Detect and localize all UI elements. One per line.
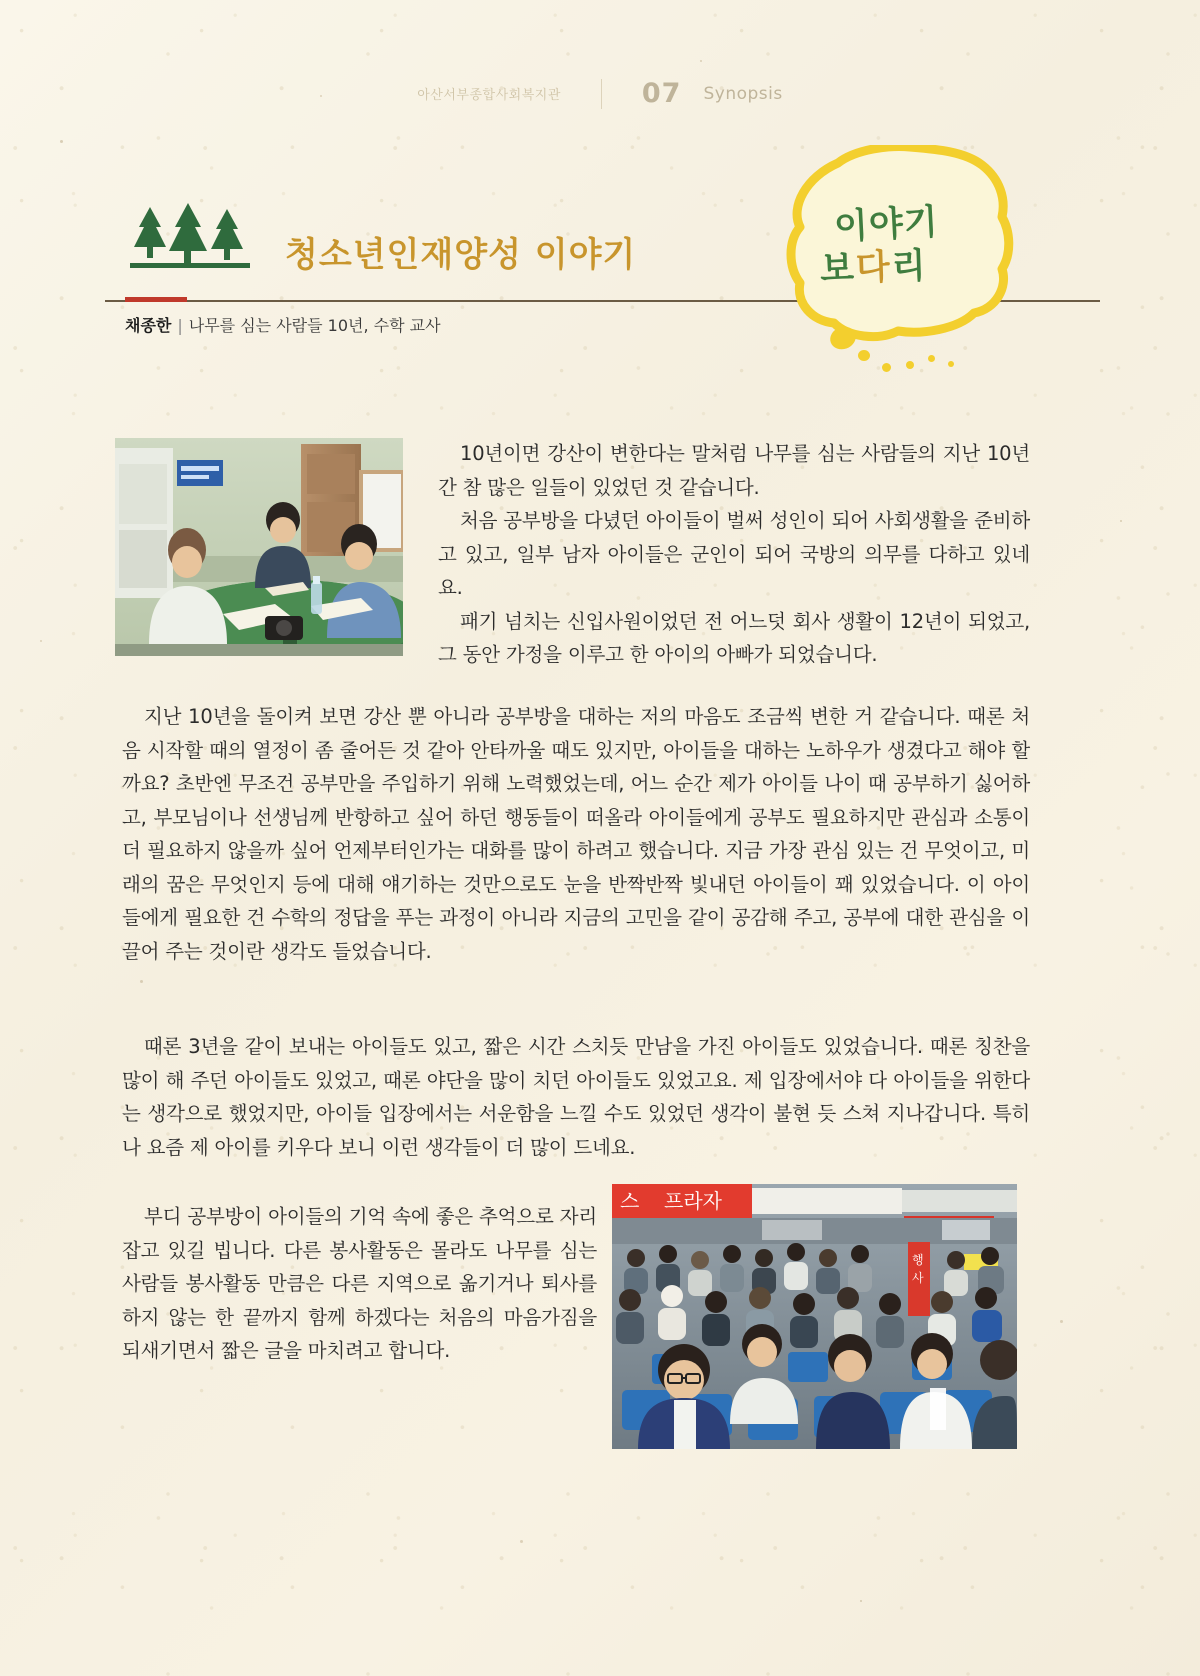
bubble-line-1: 이야기 [833,202,940,248]
paragraph-2: 처음 공부방을 다녔던 아이들이 벌써 성인이 되어 사회생활을 준비하고 있고, 일부 남자 아이들은 군인이 되어 국방의 의무를 다하고 있네요. [438,509,1030,600]
bubble-tail-dot-4 [906,361,914,369]
header-organization: 아산서부종합사회복지관 [417,88,561,103]
svg-text:행: 행 [912,1253,924,1267]
photo-outdoor-event-image [612,1184,1017,1449]
page-title: 청소년인재양성 이야기 [285,235,637,275]
paragraph-3: 패기 넘치는 신입사원이었던 전 어느덧 회사 생활이 12년이 되었고, 그 동안 가정을 이루고 한 아이의 아빠가 되었습니다. [438,609,1030,667]
svg-text:스: 스 [620,1189,640,1213]
paragraph-6: 부디 공부방이 아이들의 기억 속에 좋은 추억으로 자리 잡고 있길 빕니다. 다른 봉사활동은 몰라도 나무를 심는 사람들 봉사활동 만큼은 다른 지역으로 옮기거나 퇴사를 하지 않는 한 끝까지 함께 하겠다는 처음의 마음가짐을 되새기면서 짧은 글을 마치려고 합니다. [122,1205,597,1363]
svg-text:프라자: 프라자 [664,1189,722,1213]
paragraph-4: 지난 10년을 돌이켜 보면 강산 뿐 아니라 공부방을 대하는 저의 마음도 조금씩 변한 거 같습니다. 때론 처음 시작할 때의 열정이 좀 줄어든 것 같아 안타까울 때도 있지만, 아이들을 대하는 노하우가 생겼다고 해야 할까요? 초반엔 무조건 공부만을 주입하기 위해 노력했었는데, 어느 순간 제가 아이들 나이 때 공부하기 싫어하고, 부모님이나 선생님께 반항하고 싶어 하던 행동들이 떠올라 아이들에게 공부도 필요하지만 관심과 소통이 더 필요하지 않을까 싶어 언제부터인가는 대화를 많이 하려고 했습니다. 지금 가장 관심 있는 건 무엇이고, 미래의 꿈은 무엇인지 등에 대해 얘기하는 것만으로도 눈을 반짝반짝 빛내던 아이들이 꽤 있었습니다. 이 아이들에게 필요한 건 수학의 정답을 푸는 과정이 아니라 지금의 고민을 같이 공감해 주고, 공부에 대한 관심을 이끌어 주는 것이란 생각도 들었습니다. [122,705,1030,963]
photo-outdoor-event [612,1184,1017,1449]
bubble-tail-dot-5 [928,355,935,362]
author-description: 나무를 심는 사람들 10년, 수학 교사 [188,316,441,335]
page-header [0,78,1200,109]
byline-separator: | [177,316,183,335]
bubble-line2-part2: 다 [855,247,893,289]
page-number: 07 [641,78,682,109]
bubble-line-2 [819,238,928,292]
intro-paragraph-block [438,437,1030,672]
bubble-tail-dot-3 [882,363,891,372]
bubble-tail-dot-6 [948,361,954,367]
story-bridge-logo [782,145,1017,345]
bubble-line2-part1: 보 [819,248,857,290]
header-divider [601,79,602,109]
paragraph-1: 10년이면 강산이 변한다는 말처럼 나무를 심는 사람들의 지난 10년간 참 많은 일들이 있었던 것 같습니다. [438,442,1030,499]
author-name: 채종한 [125,316,172,335]
pine-trees-icon [130,203,250,275]
svg-text:사: 사 [912,1271,924,1285]
bubble-line2-part3: 리 [891,246,929,288]
photo-study-room-image [115,438,403,656]
photo-study-room [115,438,403,656]
section-label: Synopsis [703,83,783,104]
paragraph-5: 때론 3년을 같이 보내는 아이들도 있고, 짧은 시간 스치듯 만남을 가진 아이들도 있었습니다. 때론 칭찬을 많이 해 주던 아이들도 있었고, 때론 야단을 많이 치던 아이들도 있었고요. 제 입장에서야 다 아이들을 위한다는 생각으로 했었지만, 아이들 입장에서는 서운함을 느낄 수도 있었던 생각이 불현 듯 스쳐 지나갑니다. 특히나 요즘 제 아이를 키우다 보니 이런 생각들이 더 많이 드네요. [122,1035,1030,1159]
byline [125,313,441,336]
title-rule-accent [125,297,187,302]
bubble-tail-dot-2 [858,350,870,361]
